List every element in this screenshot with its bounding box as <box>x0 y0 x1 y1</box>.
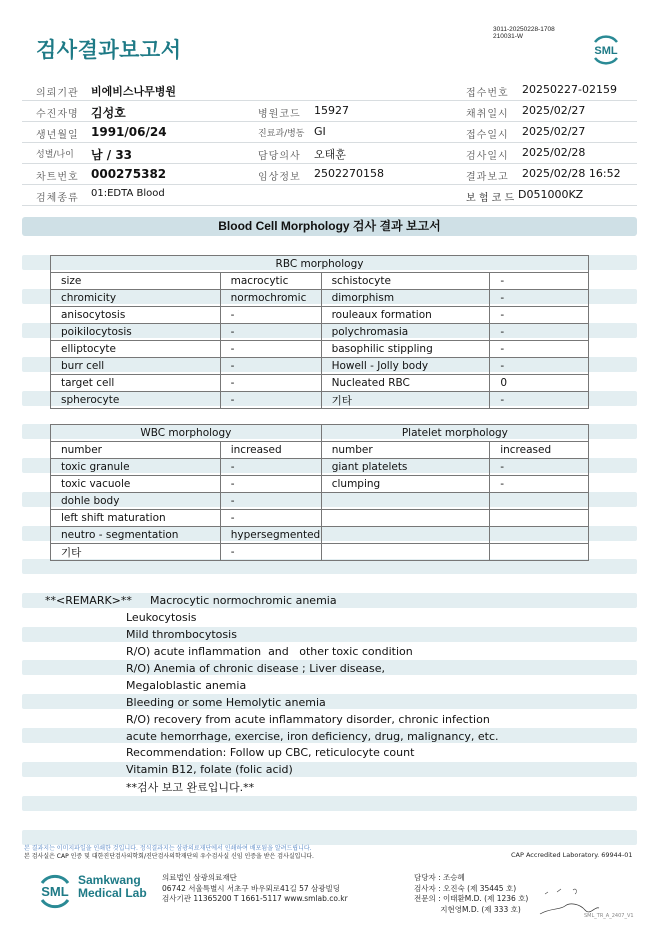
remark-line: Macrocytic normochromic anemia <box>150 594 337 607</box>
sex-age-label: 성별/나이 <box>36 150 74 160</box>
brand-line2: Medical Lab <box>78 886 147 900</box>
wbc-title: WBC morphology <box>51 425 322 442</box>
cell: - <box>490 307 589 324</box>
insurance-label: 보 험 코 드 <box>466 193 515 204</box>
test-date: 2025/02/28 <box>522 146 586 159</box>
cell: - <box>490 459 589 476</box>
document-number <box>493 26 555 40</box>
hospital-code-value: 15927 <box>314 104 349 117</box>
info-row <box>22 143 637 164</box>
staff-signatures <box>414 873 528 915</box>
cell: size <box>51 273 221 290</box>
cell: chromicity <box>51 290 221 307</box>
cell: toxic vacuole <box>51 476 221 493</box>
accreditation-notice: 본 검사실은 CAP 인증 및 대한진단검사의학회/진단검사의학재단의 우수검사실 신임 인증을 받은 검사실입니다. <box>24 853 314 860</box>
remark-line: R/O) acute inflammation and other toxic condition <box>126 645 413 658</box>
cell: - <box>490 341 589 358</box>
table-row <box>51 493 589 510</box>
brand-line1: Samkwang <box>78 873 141 887</box>
cell: - <box>220 324 321 341</box>
info-row <box>22 101 637 122</box>
patient-info-grid <box>22 80 637 206</box>
cell: schistocyte <box>321 273 490 290</box>
specimen-value: 01:EDTA Blood <box>91 188 165 199</box>
doctor-label: 담당의사 <box>258 151 301 162</box>
table-row <box>51 290 589 307</box>
table-row <box>51 442 589 459</box>
cell: 기타 <box>321 392 490 409</box>
cell: - <box>490 324 589 341</box>
table-row <box>51 375 589 392</box>
hospital-code-label: 병원코드 <box>258 109 301 120</box>
cell: elliptocyte <box>51 341 221 358</box>
sml-footer-logo-icon <box>36 872 74 910</box>
stripe <box>22 796 637 811</box>
info-row <box>22 185 637 206</box>
patient-name: 김성호 <box>91 106 126 120</box>
cell <box>490 510 589 527</box>
cell: spherocyte <box>51 392 221 409</box>
dept-label: 진료과/병동 <box>258 129 305 139</box>
addr-line: 06742 서울특별시 서초구 바우뫼로41길 57 삼광빌딩 <box>162 883 341 893</box>
collect-label: 채취일시 <box>466 109 509 120</box>
cell: increased <box>220 442 321 459</box>
staff-line: 지현영M.D. (제 333 호) <box>414 904 521 914</box>
doc-number-line2: 210031-W <box>493 33 523 40</box>
cell <box>321 544 489 561</box>
remark-line: R/O) Anemia of chronic disease ; Liver disease, <box>126 662 385 675</box>
cell: - <box>220 476 321 493</box>
cell <box>321 493 489 510</box>
remark-line: Recommendation: Follow up CBC, reticulocyte count <box>126 746 415 759</box>
cell: increased <box>490 442 589 459</box>
stripe <box>22 627 637 642</box>
image-print-notice: 본 결과지는 이미지파일을 인쇄한 것입니다. 정식결과지는 삼광의료재단에서 인쇄하여 배포됨을 알려드립니다. <box>24 845 312 852</box>
rbc-title: RBC morphology <box>51 256 589 273</box>
stripe <box>22 559 637 574</box>
insurance-code: D051000KZ <box>518 188 584 201</box>
cell <box>321 510 489 527</box>
institution-value: 비에비스나무병원 <box>91 85 177 98</box>
receive-label: 접수일시 <box>466 130 509 141</box>
cell: - <box>220 493 321 510</box>
staff-line: 전문의 : 이태환M.D. (제 1236 호) <box>414 894 529 903</box>
cell: left shift maturation <box>51 510 221 527</box>
svg-text:SML: SML <box>594 45 618 57</box>
cell: normochromic <box>220 290 321 307</box>
table-row <box>51 273 589 290</box>
cell: macrocytic <box>220 273 321 290</box>
cell: polychromasia <box>321 324 490 341</box>
cell: hypersegmented <box>220 527 321 544</box>
cell <box>490 544 589 561</box>
cell: - <box>220 459 321 476</box>
receipt-no-label: 접수번호 <box>466 88 509 99</box>
cell: - <box>220 341 321 358</box>
institution-label: 의뢰기관 <box>36 88 79 99</box>
clinical-label: 임상정보 <box>258 172 301 183</box>
cell: - <box>220 358 321 375</box>
cell <box>490 527 589 544</box>
specimen-label: 검체종류 <box>36 193 79 204</box>
cell: - <box>220 544 321 561</box>
cell: 기타 <box>51 544 221 561</box>
report-title: 검사결과보고서 <box>36 38 182 62</box>
cell: - <box>490 392 589 409</box>
cell: - <box>490 290 589 307</box>
dept-value: GI <box>314 125 326 138</box>
cell: Howell - Jolly body <box>321 358 490 375</box>
patient-label: 수진자명 <box>36 109 79 120</box>
remark-line: Bleeding or some Hemolytic anemia <box>126 696 326 709</box>
cell: neutro - segmentation <box>51 527 221 544</box>
cell <box>321 527 489 544</box>
sex-age-value: 남 / 33 <box>91 148 133 162</box>
report-date: 2025/02/28 16:52 <box>522 167 621 180</box>
rbc-morphology-table <box>50 255 589 409</box>
report-date-label: 결과보고 <box>466 172 509 183</box>
receive-date: 2025/02/27 <box>522 125 586 138</box>
remark-line: Leukocytosis <box>126 611 197 624</box>
remark-line: Megaloblastic anemia <box>126 679 247 692</box>
platelet-title: Platelet morphology <box>321 425 588 442</box>
collect-date: 2025/02/27 <box>522 104 586 117</box>
table-row <box>51 476 589 493</box>
cell: target cell <box>51 375 221 392</box>
remark-line: acute hemorrhage, exercise, iron deficiency, drug, malignancy, etc. <box>126 730 499 743</box>
dob-label: 생년월일 <box>36 130 79 141</box>
info-row <box>22 80 637 101</box>
cell: toxic granule <box>51 459 221 476</box>
receipt-no-value: 20250227-02159 <box>522 83 617 96</box>
table-row <box>51 510 589 527</box>
cell: - <box>220 307 321 324</box>
table-row <box>51 307 589 324</box>
info-row <box>22 164 637 185</box>
table-row <box>51 392 589 409</box>
staff-line: 검사자 : 오진숙 (제 35445 호) <box>414 883 517 893</box>
table-row <box>51 527 589 544</box>
stripe <box>22 762 637 777</box>
remark-label: **<REMARK>** <box>45 594 132 607</box>
cell: clumping <box>321 476 489 493</box>
doc-number-line1: 3011-20250228-1708 <box>493 26 555 33</box>
remark-line: Mild thrombocytosis <box>126 628 237 641</box>
doctor-value: 오태훈 <box>314 148 346 161</box>
cell: giant platelets <box>321 459 489 476</box>
table-row <box>51 459 589 476</box>
section-banner: Blood Cell Morphology 검사 결과 보고서 <box>22 217 637 236</box>
cell <box>490 493 589 510</box>
cell: burr cell <box>51 358 221 375</box>
cell: basophilic stippling <box>321 341 490 358</box>
remark-line: R/O) recovery from acute inflammatory disorder, chronic infection <box>126 713 490 726</box>
wbc-platelet-morphology-table <box>50 424 589 561</box>
test-date-label: 검사일시 <box>466 151 509 162</box>
chart-label: 차트번호 <box>36 172 79 183</box>
svg-text:SML: SML <box>41 884 69 899</box>
form-code: SML_TR_A_2407_V1 <box>584 913 634 919</box>
cell: anisocytosis <box>51 307 221 324</box>
cell: - <box>220 375 321 392</box>
cell: - <box>220 392 321 409</box>
cell: Nucleated RBC <box>321 375 490 392</box>
table-row <box>51 358 589 375</box>
info-row <box>22 122 637 143</box>
dob-value: 1991/06/24 <box>91 125 167 139</box>
brand-name <box>78 874 147 900</box>
clinical-value: 2502270158 <box>314 167 384 180</box>
cell: dimorphism <box>321 290 490 307</box>
cell: dohle body <box>51 493 221 510</box>
cell: - <box>490 476 589 493</box>
stripe <box>22 694 637 709</box>
cell: number <box>51 442 221 459</box>
cell: - <box>490 358 589 375</box>
table-row <box>51 341 589 358</box>
chart-number: 000275382 <box>91 167 167 181</box>
table-row <box>51 544 589 561</box>
remark-line: **검사 보고 완료입니다.** <box>126 781 255 794</box>
addr-line: 검사기관 11365200 T 1661-5117 www.smlab.co.kr <box>162 894 348 903</box>
cell: number <box>321 442 489 459</box>
cell: - <box>490 273 589 290</box>
table-row <box>51 324 589 341</box>
cell: 0 <box>490 375 589 392</box>
staff-line: 담당자 : 조승혜 <box>414 873 465 882</box>
remark-line: Vitamin B12, folate (folic acid) <box>126 763 293 776</box>
addr-line: 의료법인 삼광의료재단 <box>162 873 237 882</box>
cell: poikilocytosis <box>51 324 221 341</box>
cell: rouleaux formation <box>321 307 490 324</box>
cap-accreditation: CAP Accredited Laboratory. 69944-01 <box>511 851 633 859</box>
sml-logo-icon <box>588 32 624 68</box>
lab-address <box>162 873 348 905</box>
cell: - <box>220 510 321 527</box>
